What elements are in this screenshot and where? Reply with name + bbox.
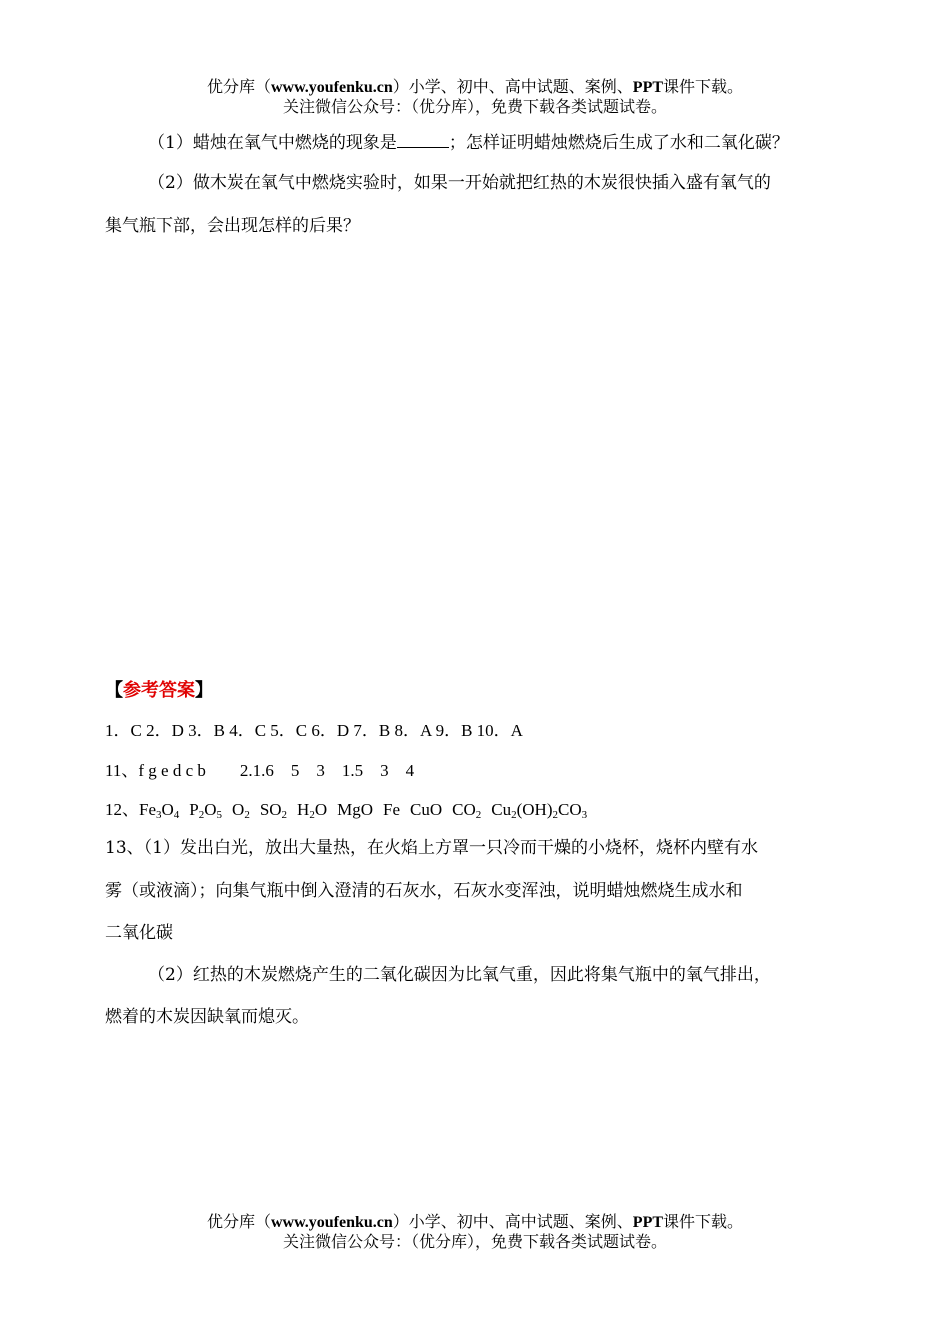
answer-blank bbox=[397, 133, 449, 148]
answer-13-line-3: 二氧化碳 bbox=[105, 923, 173, 943]
footer-url: www.youfenku.cn bbox=[270, 1214, 393, 1231]
answers-row-2: 11、f g e d c b 2.1.6 5 3 1.5 3 4 bbox=[105, 761, 415, 780]
question-1 bbox=[148, 128, 893, 153]
formula-basic-copper-carbonate: $Cu_2(OH)_2CO_3$ bbox=[491, 800, 588, 821]
chemical-formula: $P_2O_5$ bbox=[189, 800, 223, 821]
question-2-line-2: 集气瓶下部，会出现怎样的后果？ bbox=[105, 216, 360, 236]
header-text: ）小学、初中、高中试题、案例、 bbox=[392, 77, 633, 96]
chemical-formula: MgO bbox=[337, 800, 374, 819]
chemical-formula: Fe bbox=[383, 800, 401, 819]
question-1-text: （1）蜡烛在氧气中燃烧的现象是 bbox=[148, 133, 397, 153]
question-1-text-tail: ；怎样证明蜡烛燃烧后生成了水和二氧化碳？ bbox=[448, 133, 789, 153]
chemical-formula: $SO_2$ bbox=[259, 800, 288, 821]
header-ppt: PPT bbox=[632, 79, 664, 96]
question-2-line-1: （2）做木炭在氧气中燃烧实验时，如果一开始就把红热的木炭很快插入盛有氧气的 bbox=[148, 173, 771, 193]
chemical-formula: $H_2O$ bbox=[297, 800, 328, 821]
footer-text: 优分库（ bbox=[206, 1212, 271, 1231]
answers-row-3 bbox=[105, 795, 850, 820]
bracket-open: 【 bbox=[105, 680, 123, 701]
answers-title bbox=[105, 676, 850, 702]
chemical-formula: $CO_2$ bbox=[452, 800, 482, 821]
page-footer bbox=[0, 1212, 950, 1251]
chemical-formula: $Fe_3O_4$ bbox=[139, 800, 180, 821]
footer-ppt: PPT bbox=[632, 1214, 664, 1231]
header-text: 优分库（ bbox=[206, 77, 271, 96]
page-header bbox=[0, 77, 950, 116]
answers-title-text: 参考答案 bbox=[123, 680, 195, 701]
chemical-formula: CuO bbox=[410, 800, 443, 819]
footer-text: ）小学、初中、高中试题、案例、 bbox=[392, 1212, 633, 1231]
answer-13-line-2: 雾（或液滴）；向集气瓶中倒入澄清的石灰水，石灰水变浑浊，说明蜡烛燃烧生成水和 bbox=[105, 881, 743, 901]
footer-line-1 bbox=[0, 1212, 950, 1232]
footer-text: 课件下载。 bbox=[663, 1212, 744, 1231]
header-line-1 bbox=[0, 77, 950, 97]
formula-list bbox=[139, 800, 491, 819]
answer-13-line-4: （2）红热的木炭燃烧产生的二氧化碳因为比氧气重，因此将集气瓶中的氧气排出， bbox=[148, 965, 771, 985]
answer-13-line-1: 13、（1）发出白光，放出大量热，在火焰上方罩一只冷而干燥的小烧杯，烧杯内壁有水 bbox=[105, 838, 758, 858]
bracket-close: 】 bbox=[195, 680, 213, 701]
answer-13-line-5: 燃着的木炭因缺氧而熄灭。 bbox=[105, 1007, 309, 1027]
header-line-2: 关注微信公众号：（优分库），免费下载各类试题试卷。 bbox=[282, 97, 667, 116]
answers-row-1: 1．C 2．D 3．B 4．C 5．C 6．D 7．B 8．A 9．B 10．A bbox=[105, 721, 523, 740]
answers-row-3-prefix: 12、 bbox=[105, 800, 139, 819]
footer-line-2: 关注微信公众号：（优分库），免费下载各类试题试卷。 bbox=[282, 1232, 667, 1251]
header-text: 课件下载。 bbox=[663, 77, 744, 96]
chemical-formula: $O_2$ bbox=[232, 800, 250, 821]
header-url: www.youfenku.cn bbox=[270, 79, 393, 96]
